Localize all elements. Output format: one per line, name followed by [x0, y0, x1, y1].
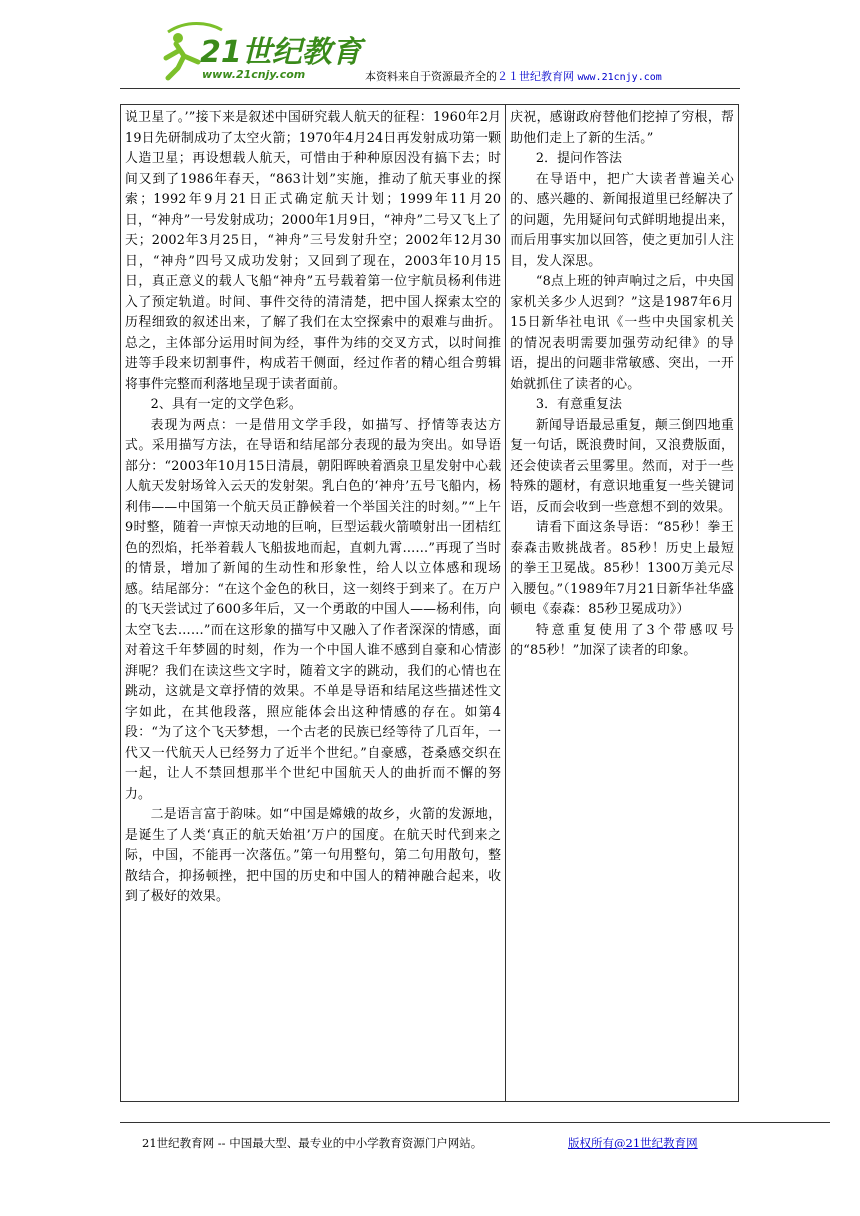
logo-url: www.21cnjy.com [202, 68, 306, 81]
right-paragraph: 在导语中，把广大读者普遍关心的、感兴趣的、新闻报道里已经解决了的问题，先用疑问句式鲜明地提出来，而后用事实加以回答，使之更加引人注目，发人深思。 [510, 171, 734, 269]
right-paragraph: “8点上班的钟声响过之后，中央国家机关多少人迟到？”这是1987年6月15日新华社电讯《一些中央国家机关的情况表明需要加强劳动纪律》的导语，提出的问题非常敏感、突出，一开始就抓住了读者的心。 [510, 274, 734, 392]
page-header [120, 18, 740, 90]
source-site-link[interactable]: ２１世纪教育网 [497, 70, 574, 83]
left-paragraph: 说卫星了。’”接下来是叙述中国研究载人航天的征程：1960年2月19日先研制成功了太空火箭；1970年4月24日再发射成功第一颗人造卫星；再设想载人航天，可惜由于种种原因没有搞下去；时间又到了1986年春天，“863计划”实施，推动了航天事业的探索；1992年9月21日正式确定航天计划；1999年11月20日，“神舟”一号发射成功；2000年1月9日，“神舟”二号又飞上了天；2002年3月25日，“神舟”三号发射升空；2002年12月30日，“神舟”四号又成功发射；又回到了现在，2003年10月15日，真正意义的载人飞船“神舟”五号载着第一位宇航员杨利伟进入了预定轨道。时间、事件交待的清清楚，把中国人探索太空的历程细致的叙述出来，了解了我们在太空探索中的艰难与曲折。总之，主体部分运用时间为经，事件为纬的交叉方式，以时间推进等手段来切割事件，构成若干侧面，经过作者的精心组合剪辑将事件完整而利落地呈现于读者面前。 [125, 110, 502, 392]
right-paragraph: 庆祝，感谢政府替他们挖掉了穷根，帮助他们走上了新的生活。” [510, 110, 734, 146]
footer-text: 21世纪教育网 -- 中国最大型、最专业的中小学教育资源门户网站。 [142, 1136, 483, 1150]
source-url-link[interactable]: www.21cnjy.com [577, 72, 662, 83]
right-heading: 2．提问作答法 [535, 151, 623, 166]
left-paragraph: 二是语言富于韵味。如“中国是嫦娥的故乡，火箭的发源地，是诞生了人类‘真正的航天始祖’万户的国度。在航天时代到来之际，中国，不能再一次落伍。”第一句用整句，第二句用散句，整散结合，抑扬顿挫，把中国的历史和中国人的精神融合起来，收到了极好的效果。 [125, 807, 502, 904]
header-source-line [365, 68, 662, 84]
copyright-link[interactable]: 版权所有@21世纪教育网 [568, 1136, 698, 1150]
left-paragraph: 2、具有一定的文学色彩。 [150, 397, 302, 412]
right-paragraph: 请看下面这条导语：“85秒！拳王泰森击败挑战者。85秒！历史上最短的拳王卫冕战。85秒！1300万美元尽入腰包。”（1989年7月21日新华社华盛顿电《泰森：85秒卫冕成功》） [510, 520, 734, 617]
logo-text: 21世纪教育 [200, 35, 362, 70]
right-paragraph: 新闻导语最忌重复，颠三倒四地重复一句话，既浪费时间，又浪费版面，还会使读者云里雾里。然而，对于一些特殊的题材，有意识地重复一些关键词语，反而会收到一些意想不到的效果。 [510, 417, 734, 515]
header-divider [120, 88, 740, 89]
right-column [506, 105, 739, 1102]
site-logo [138, 18, 368, 88]
source-prefix: 本资料来自于资源最齐全的 [365, 70, 497, 83]
right-paragraph: 特意重复使用了3个带感叹号的“85秒！”加深了读者的印象。 [510, 622, 734, 658]
left-column [121, 105, 506, 1102]
content-table [120, 104, 739, 1102]
footer-divider [120, 1122, 830, 1123]
left-paragraph: 表现为两点：一是借用文学手段，如描写、抒情等表达方式。采用描写方法，在导语和结尾部分表现的最为突出。如导语部分：“2003年10月15日清晨，朝阳晖映着酒泉卫星发射中心载人航天发射场耸入云天的发射架。乳白色的‘神舟’五号飞船内，杨利伟——中国第一个航天员正静候着一个举国关注的时刻。”“上午9时整，随着一声惊天动地的巨响，巨型运载火箭喷射出一团桔红色的烈焰，托举着载人飞船拔地而起，直刺九霄……”再现了当时的情景，增加了新闻的生动性和形象性，给人以立体感和现场感。结尾部分：“在这个金色的秋日，这一刻终于到来了。在万户的飞天尝试过了600多年后，又一个勇敢的中国人——杨利伟，向太空飞去……”而在这形象的描写中又融入了作者深深的情感，面对着这千年梦圆的时刻，作为一个中国人谁不感到自豪和心情澎湃呢？我们在读这些文字时，随着文字的跳动，我们的心情也在跳动，这就是文章抒情的效果。不单是导语和结尾这些描述性文字如此，在其他段落，照应能体会出这种情感的存在。如第4段：“为了这个飞天梦想，一个古老的民族已经等待了几百年，一代又一代航天人已经努力了近半个世纪。”自豪感，苍桑感交织在一起，让人不禁回想那半个世纪中国航天人的曲折而不懈的努力。 [125, 417, 502, 802]
right-heading: 3．有意重复法 [535, 397, 623, 412]
